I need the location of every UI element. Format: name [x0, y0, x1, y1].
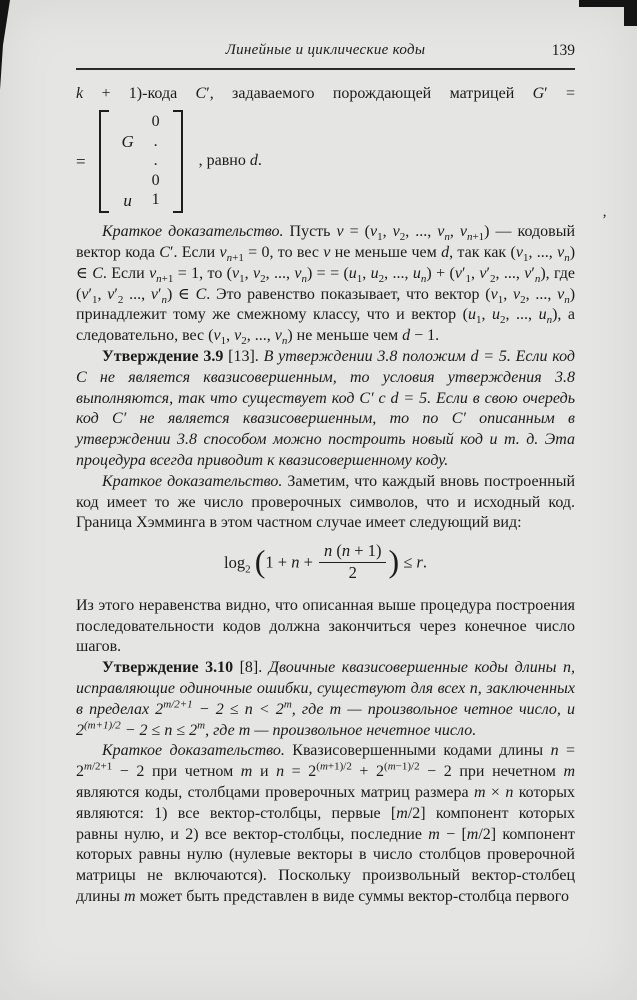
scan-artifact-top-left: [0, 0, 10, 90]
matrix-entries: [109, 110, 173, 214]
proof-paragraph-2: Краткое доказательство. Заметим, что каждый вновь построенный код имеет то же число проверочных символов, что и исходный код. Граница Хэмминга в этом частном случае имеет следующий вид:: [76, 472, 576, 532]
header-rule: [76, 68, 575, 70]
formula-log-term: $\log_2$: [224, 552, 251, 576]
matrix-cell: .: [153, 152, 158, 170]
running-head: [76, 42, 575, 62]
formula-fraction: [319, 542, 386, 583]
continuation-line: k + 1)-кода C′, задаваемого порождающей матрицей G′ =: [76, 85, 575, 102]
scan-stray-mark: ’: [602, 212, 607, 228]
fraction-denominator: 2: [348, 562, 357, 582]
matrix-cell: 1: [151, 191, 160, 209]
formula-relation: ≤ r.: [399, 552, 427, 572]
fraction-numerator: n (n + 1): [319, 542, 386, 563]
formula-inner-terms: 1 + n +: [265, 552, 318, 572]
formula-left-paren: (: [254, 543, 266, 580]
after-formula-paragraph: Из этого неравенства видно, что описанная выше процедура построения последовательности кодов должна закончиться через конечное число шагов.: [76, 596, 575, 656]
matrix-cell: 0: [151, 113, 160, 131]
hamming-bound-formula: [76, 540, 575, 585]
formula-right-paren: ): [388, 543, 400, 580]
matrix-cell: 0: [151, 171, 160, 189]
proof-paragraph-3: Краткое доказательство. Квазисовершенными кодами длины $n = 2^{m/2+1} - 2$ при четном m и $n = 2^{(m+1)/2} + 2^{(m-1)/2} - 2$ при нечетном m являются коды, столбцами проверочных матриц размера m × n которых являются: 1) все вектор-столбцы, первые [m/2] компонент которых равны нулю, и 2) все вектор-столбцы, последние m − [m/2] компонент которых равны нулю (нулевые векторы в число столбцов проверочной матрицы не включаются). Поскольку произвольный вектор-столбец длины m может быть представлен в виде суммы вектор-столбца первого: [76, 742, 576, 905]
matrix-after-text: , равно d.: [198, 152, 262, 170]
matrix-cell-G: G: [121, 132, 134, 151]
proof-paragraph-1: Краткое доказательство. Пусть $v = (v_1$, $v_2$, ..., $v_n$, $v_{n+1}$) — кодовый вектор кода C′. Если $v_{n+1} = 0$, то вес v не меньше чем d, так как ($v_1$, ..., $v_n$) ∈ C. Если $v_{n+1} = 1$, то ($v_1$, $v_2$, ..., $v_n$) = = ($u_1$, $u_2$, ..., $u_n) + (v'_1$, $v'_2$, ..., $v'_n$), где ($v'_1$, $v'_2$ ..., $v'_n$) ∈ C. Это равенство показывает, что вектор ($v_1$, $v_2$, ..., $v_n$) принадлежит тому же смежному классу, что и вектор ($u_1$, $u_2$, ..., $u_n$), а следовательно, вес ($v_1$, $v_2$, ..., $v_n$) не меньше чем d − 1.: [76, 223, 576, 348]
matrix-cell: .: [153, 132, 158, 150]
generator-matrix-display: [76, 110, 575, 214]
generator-matrix: [99, 110, 183, 214]
scan-artifact-top-right-corner: [624, 0, 637, 26]
matrix-right-bracket: [173, 110, 183, 214]
matrix-cell-u: u: [123, 190, 132, 210]
statement-3-10: Утверждение 3.10 [8]. Двоичные квазисовершенные коды длины n, исправляющие одиночные ошибки, существуют для всех n, заключенных в пределах $2^{m/2+1} - 2 \le n < 2^m$, где m — произвольное четное число, и $2^{(m+1)/2} - 2 \le n \le 2^m$, где m — произвольное нечетное число.: [76, 659, 576, 739]
statement-3-9: Утверждение 3.9 [13]. В утверждении 3.8 положим d = 5. Если код C не является квазисовершенным, то условия утверждения 3.8 выполняются, так что существует код C′ с d = 5. Если в свою очередь код C′ не является квазисовершенным, то по C′ описанным в утверждении 3.8 способом можно построить новый код и т. д. Эта процедура всегда приводит к квазисовершенному коду.: [76, 348, 575, 470]
page-number: 139: [551, 42, 575, 59]
page-body: [76, 84, 575, 908]
running-head-title: Линейные и циклические коды: [225, 42, 426, 58]
matrix-left-bracket: [99, 110, 109, 214]
equals-sign: =: [76, 151, 86, 171]
